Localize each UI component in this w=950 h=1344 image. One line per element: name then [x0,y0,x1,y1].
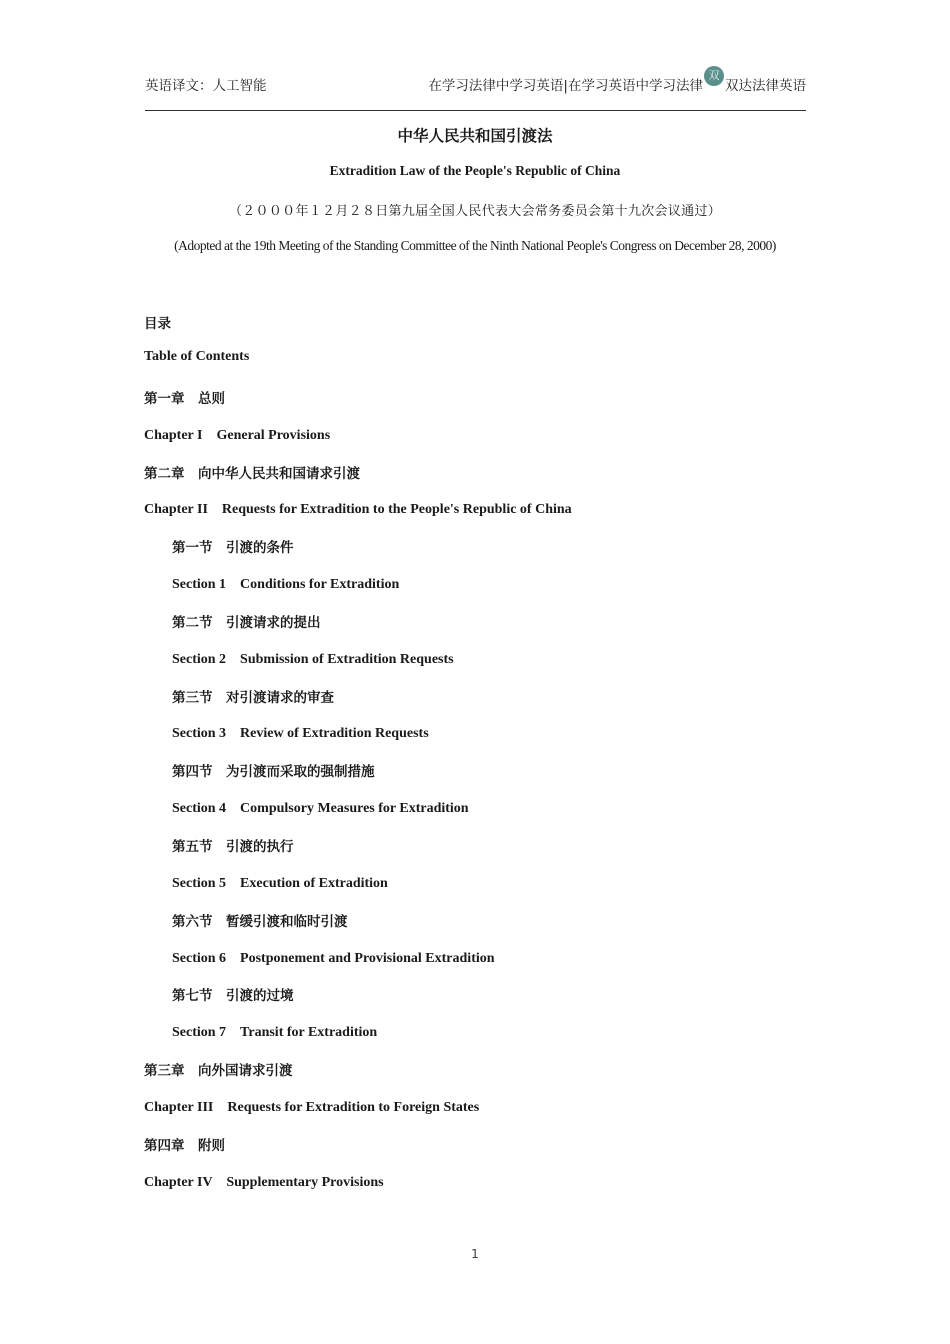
page-number: 1 [471,1246,479,1261]
document-title-cn: 中华人民共和国引渡法 [397,127,553,145]
toc-section-1-cn[interactable]: 第一节 引渡的条件 [172,540,294,556]
toc-section-2-en[interactable]: Section 2 Submission of Extradition Requests [172,652,454,667]
toc-chapter-3-en[interactable]: Chapter III Requests for Extradition to Foreign States [144,1100,480,1115]
toc-chapter-4-cn[interactable]: 第四章 附则 [144,1138,225,1154]
page-header [145,62,806,98]
toc-heading-en: Table of Contents [144,349,250,364]
toc-chapter-1-en[interactable]: Chapter I General Provisions [144,428,331,443]
toc-chapter-2-cn[interactable]: 第二章 向中华人民共和国请求引渡 [144,466,360,482]
toc-section-2-cn[interactable]: 第二节 引渡请求的提出 [172,615,321,631]
adoption-note-en: (Adopted at the 19th Meeting of the Standing Committee of the Ninth National People's Congress on December 28, 2000) [174,238,776,253]
toc-section-6-cn[interactable]: 第六节 暂缓引渡和临时引渡 [172,914,348,930]
document-title-en: Extradition Law of the People's Republic of China [329,163,621,178]
shuangda-logo-icon: 双 [704,66,724,86]
toc-section-1-en[interactable]: Section 1 Conditions for Extradition [172,577,400,592]
toc-section-4-cn[interactable]: 第四节 为引渡而采取的强制措施 [172,764,375,780]
toc-chapter-2-en[interactable]: Chapter II Requests for Extradition to the People's Republic of China [144,502,572,517]
toc-chapter-1-cn[interactable]: 第一章 总则 [144,391,225,407]
toc-heading-cn: 目录 [144,316,171,332]
toc-chapter-3-cn[interactable]: 第三章 向外国请求引渡 [144,1063,293,1079]
toc-section-5-cn[interactable]: 第五节 引渡的执行 [172,839,294,855]
header-divider [145,110,806,111]
header-slogan: 在学习法律中学习英语|在学习英语中学习法律 [428,78,703,94]
toc-section-3-cn[interactable]: 第三节 对引渡请求的审查 [172,690,334,706]
header-left-text: 英语译文：人工智能 [145,78,267,94]
toc-section-6-en[interactable]: Section 6 Postponement and Provisional Extradition [172,951,495,966]
toc-section-7-cn[interactable]: 第七节 引渡的过境 [172,988,294,1004]
toc-section-5-en[interactable]: Section 5 Execution of Extradition [172,876,388,891]
toc-chapter-4-en[interactable]: Chapter IV Supplementary Provisions [144,1175,384,1190]
toc-section-3-en[interactable]: Section 3 Review of Extradition Requests [172,726,429,741]
toc-section-4-en[interactable]: Section 4 Compulsory Measures for Extradition [172,801,469,816]
toc-section-7-en[interactable]: Section 7 Transit for Extradition [172,1025,378,1040]
adoption-note-cn: （２０００年１２月２８日第九届全国人民代表大会常务委员会第十九次会议通过） [228,204,722,219]
header-brand: 双达法律英语 [725,78,806,94]
header-right [428,69,806,94]
